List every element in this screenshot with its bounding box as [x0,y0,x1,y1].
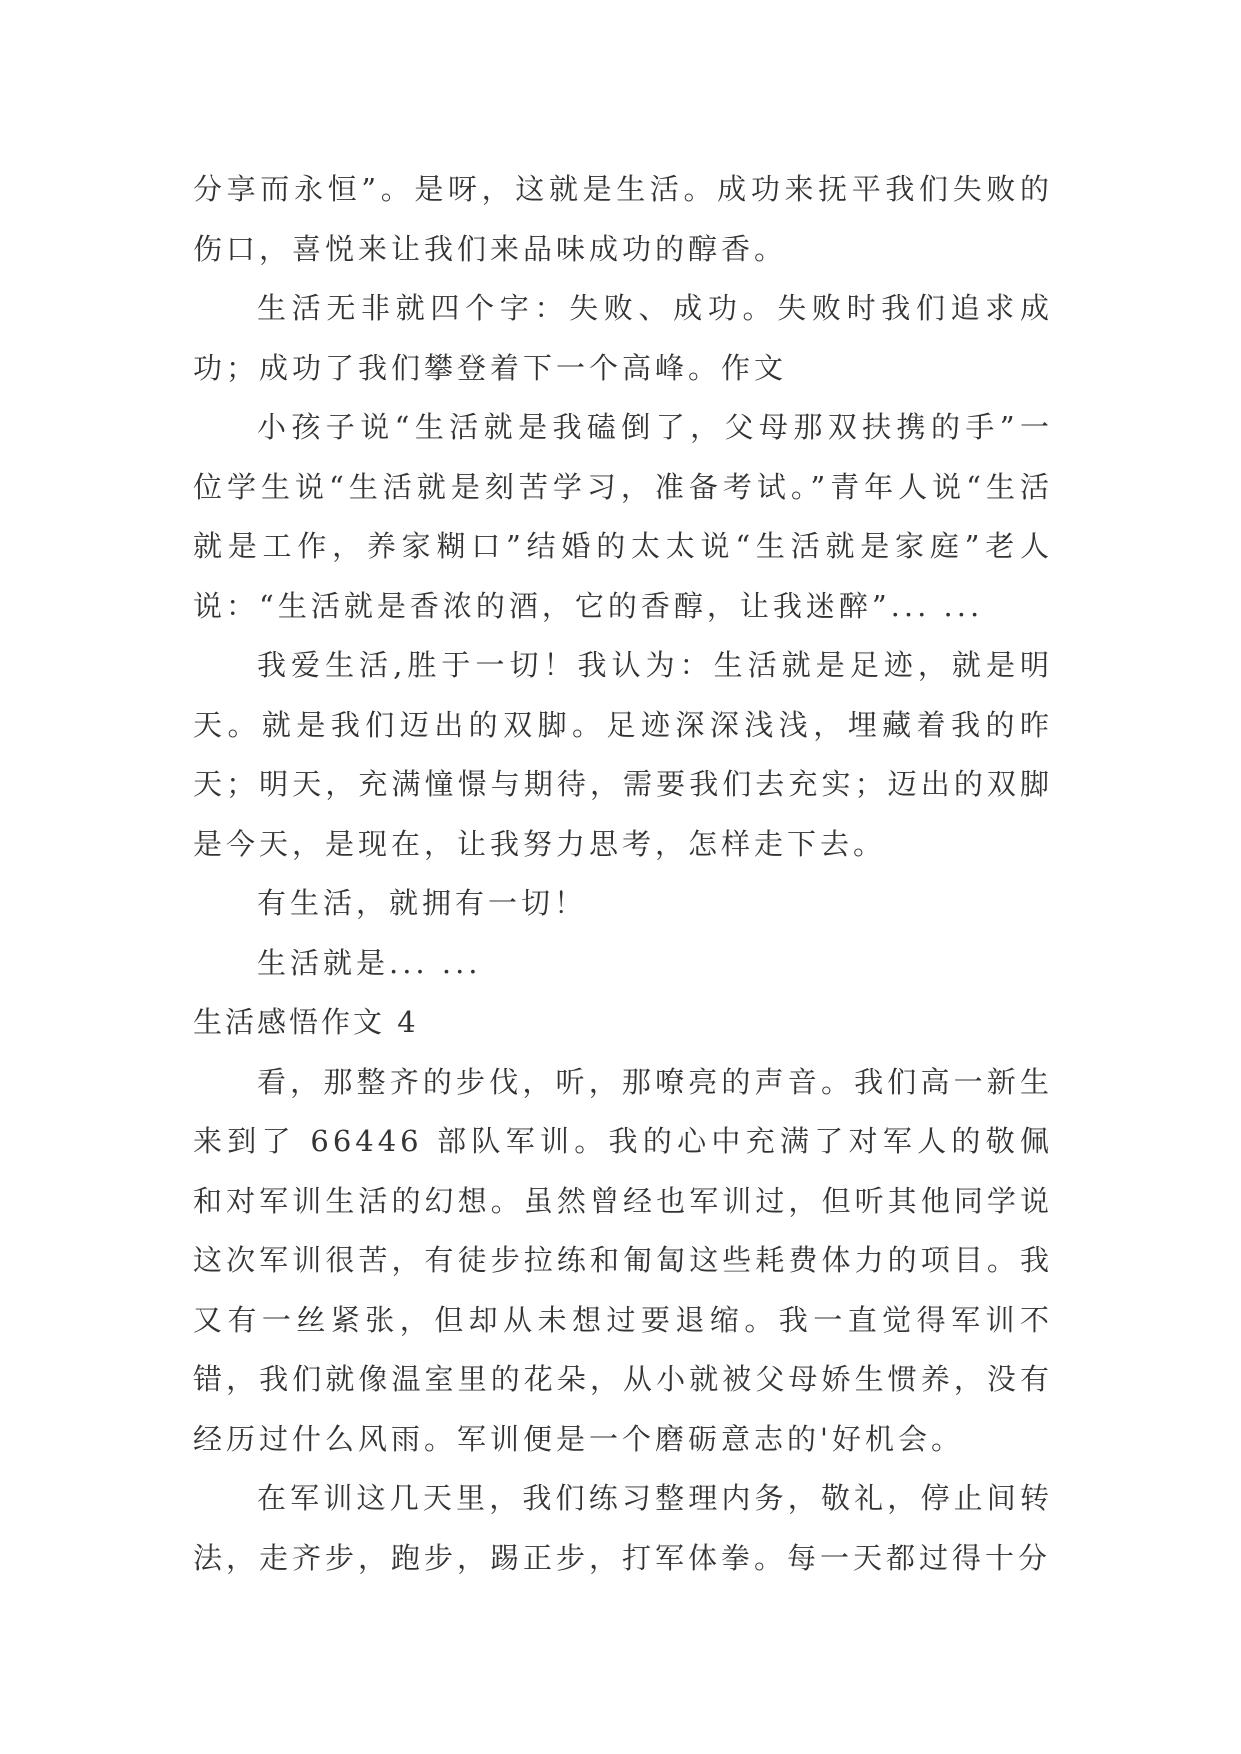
paragraph-continuation: 分享而永恒”。是呀，这就是生活。成功来抚平我们失败的伤口，喜悦来让我们来品味成功的醇香。 [193,172,1053,266]
paragraph: 看，那整齐的步伐，听，那嘹亮的声音。我们高一新生来到了 66446 部队军训。我的心中充满了对军人的敬佩和对军训生活的幻想。虽然曾经也军训过，但听其他同学说这次军训很苦，有徒步拉练和匍匐这些耗费体力的项目。我又有一丝紧张，但却从未想过要退缩。我一直觉得军训不错，我们就像温室里的花朵，从小就被父母娇生惯养，没有经历过什么风雨。军训便是一个磨砺意志的'好机会。 [193,1064,1053,1456]
section-heading: 生活感悟作文 4 [193,1005,419,1039]
paragraph: 有生活，就拥有一切！ [257,886,588,920]
paragraph: 小孩子说“生活就是我磕倒了，父母那双扶携的手”一位学生说“生活就是刻苦学习，准备考试。”青年人说“生活就是工作，养家糊口”结婚的太太说“生活就是家庭”老人说：“生活就是香浓的酒，它的香醇，让我迷醉”... ... [193,410,1053,623]
paragraph: 生活就是... ... [257,945,482,980]
paragraph: 我爱生活,胜于一切！我认为：生活就是足迹，就是明天。就是我们迈出的双脚。足迹深深浅浅，埋藏着我的昨天；明天，充满憧憬与期待，需要我们去充实；迈出的双脚是今天，是现在，让我努力思考，怎样走下去。 [193,648,1053,861]
paragraph: 生活无非就四个字：失败、成功。失败时我们追求成功；成功了我们攀登着下一个高峰。作文 [193,291,1053,385]
document-page [193,160,1053,1588]
paragraph: 在军训这几天里，我们练习整理内务，敬礼，停止间转法，走齐步，跑步，踢正步，打军体拳。每一天都过得十分 [193,1481,1053,1575]
